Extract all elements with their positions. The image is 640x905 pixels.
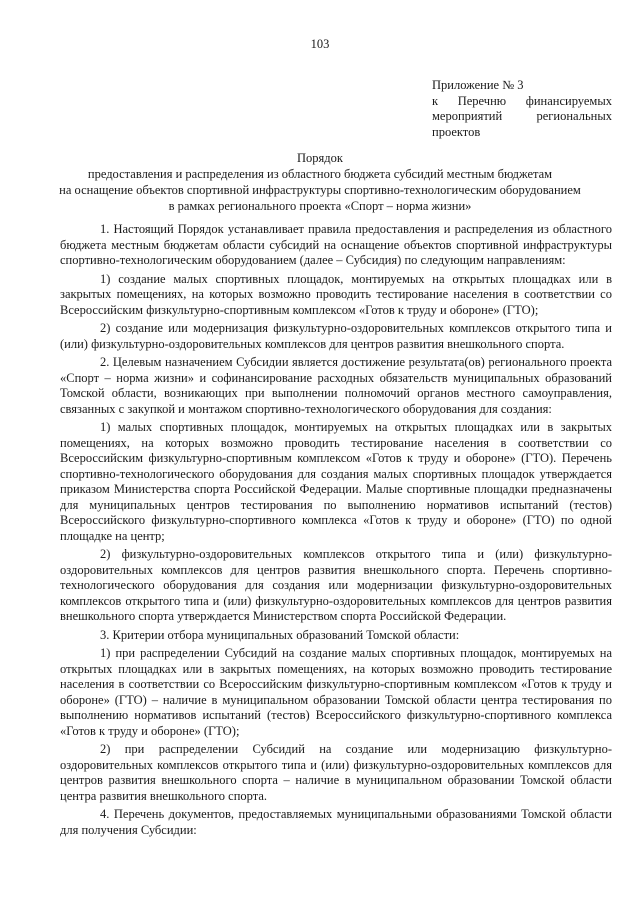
paragraph-2: 2. Целевым назначением Субсидии является достижение результата(ов) регионального проекта «Спорт – норма жизни» и софинансирование расходных обязательств муниципальных образований Томской области, возникающих при выполнении полномочий органов местного самоуправления, связанных с закупкой и монтажом спортивно-технологического оборудования для создания: bbox=[60, 355, 612, 416]
paragraph-1-item-1: 1) создание малых спортивных площадок, монтируемых на открытых площадках или в закрытых помещениях, на которых возможно проводить тестирование населения в соответствии со Всероссийским физкультурно-спортивным комплексом «Готов к труду и обороне» (ГТО); bbox=[60, 271, 612, 317]
paragraph-2-item-2: 2) физкультурно-оздоровительных комплексов открытого типа и (или) физкультурно-оздоровительных комплексов для центров развития внешкольного спорта. Перечень спортивно-технологического оборудования для создания или модернизации физкультурно-оздоровительных комплексов открытого типа и (или) физкультурно-оздоровительных комплексов для центров развития внешкольного спорта утверждается Министерством спорта Российской Федерации. bbox=[60, 547, 612, 623]
title-heading: Порядок bbox=[297, 151, 343, 165]
title-line-1: предоставления и распределения из областного бюджета субсидий местным бюджетам bbox=[87, 167, 553, 181]
title-line-3: в рамках регионального проекта «Спорт – норма жизни» bbox=[168, 199, 472, 213]
page-number: 103 bbox=[310, 37, 330, 51]
paragraph-1-item-2: 2) создание или модернизация физкультурно-оздоровительных комплексов открытого типа и (или) физкультурно-оздоровительных комплексов для центров развития внешкольного спорта. bbox=[60, 321, 612, 351]
appendix-line-2: к Перечню финансируемых bbox=[432, 93, 612, 108]
paragraph-2-item-1: 1) малых спортивных площадок, монтируемых на открытых площадках или в закрытых помещениях, на которых возможно проводить тестирование населения в соответствии со Всероссийским физкультурно-спортивным комплексом «Готов к труду и обороне» (ГТО). Перечень спортивно-технологического оборудования для создания малых спортивных площадок утверждается приказом Министерства спорта Российской Федерации. Малые спортивные площадки предназначены для муниципальных центров тестирования по выполнению нормативов испытаний (тестов) Всероссийского физкультурно-спортивного комплекса «Готов к труду и обороне» (ГТО) по одной площадке на центр; bbox=[60, 420, 612, 543]
paragraph-4: 4. Перечень документов, предоставляемых муниципальными образованиями Томской области для получения Субсидии: bbox=[60, 807, 612, 837]
title-line-2: на оснащение объектов спортивной инфраструктуры спортивно-технологическим оборудованием bbox=[59, 183, 581, 197]
document-title bbox=[40, 150, 600, 214]
paragraph-1: 1. Настоящий Порядок устанавливает правила предоставления и распределения из областного бюджета местным бюджетам области субсидий на оснащение объектов спортивной инфраструктуры спортивно-технологическим оборудованием (далее – Субсидия) по следующим направлениям: bbox=[60, 222, 612, 267]
paragraph-3-item-1: 1) при распределении Субсидий на создание малых спортивных площадок, монтируемых на открытых площадках или в закрытых помещениях, на которых возможно проводить тестирование населения в соответствии со Всероссийским физкультурно-спортивным комплексом «Готов к труду и обороне» (ГТО) – наличие в муниципальном образовании Томской области центра тестирования по выполнению нормативов испытаний (тестов) Всероссийского физкультурно-спортивного комплекса «Готов к труду и обороне» (ГТО); bbox=[60, 646, 612, 738]
paragraph-3: 3. Критерии отбора муниципальных образований Томской области: bbox=[100, 627, 460, 642]
document-body bbox=[60, 222, 612, 841]
appendix-number: Приложение № 3 bbox=[432, 78, 524, 92]
appendix-reference bbox=[432, 78, 612, 140]
appendix-line-3: мероприятий региональных bbox=[432, 109, 612, 123]
paragraph-3-item-2: 2) при распределении Субсидий на создание или модернизацию физкультурно-оздоровительных комплексов открытого типа и (или) физкультурно-оздоровительных комплексов для центров развития внешкольного спорта – наличие в муниципальном образовании Томской области центра развития внешкольного спорта. bbox=[60, 742, 612, 803]
appendix-line-4: проектов bbox=[432, 124, 481, 139]
